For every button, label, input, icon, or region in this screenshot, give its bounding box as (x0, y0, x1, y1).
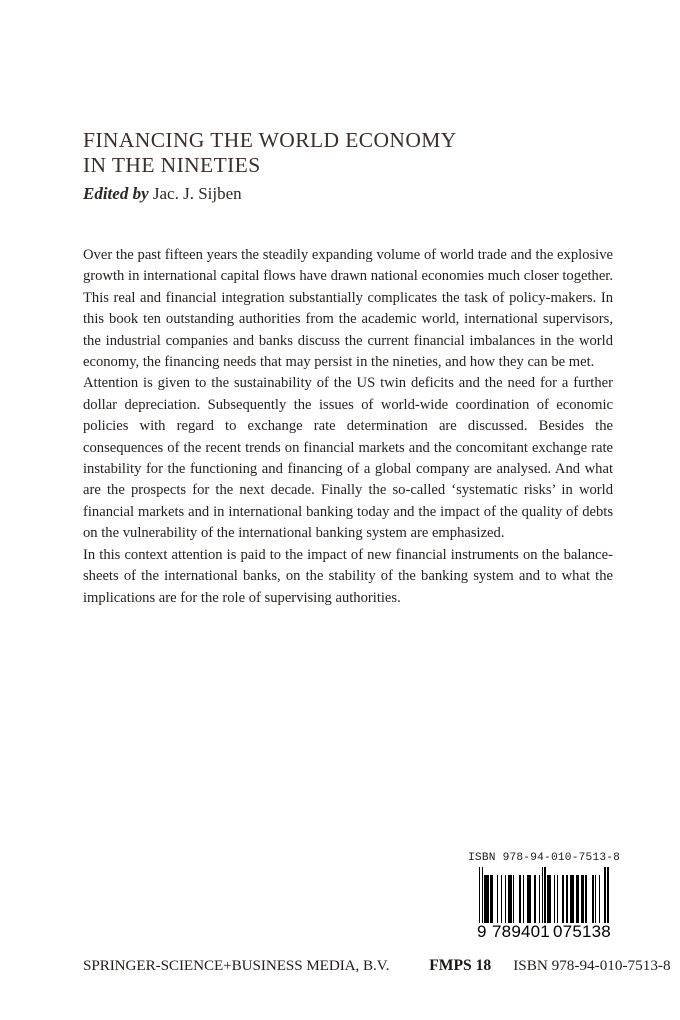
blurb-text-block (83, 245, 613, 609)
series-code: FMPS 18 (429, 957, 492, 974)
barcode-isbn-caption: ISBN 978-94-010-7513-8 (468, 852, 621, 864)
blurb-paragraph-3: In this context attention is paid to the impact of new financial instruments on the balance-sheets of the international banks, on the stability of the banking system and to what the implications are for the role of supervising authorities. (83, 546, 613, 606)
blurb-paragraph-1: Over the past fifteen years the steadily expanding volume of world trade and the explosive growth in international capital flows have drawn national economies much closer together. This real and financial integration substantially complicates the task of policy-makers. In this book ten outstanding authorities from the academic world, international supervisors, the industrial companies and banks discuss the current financial imbalances in the world economy, the financing needs that may persist in the nineties, and how they can be met. (83, 247, 613, 371)
book-title-line-1: FINANCING THE WORLD ECONOMY (83, 128, 457, 152)
barcode-right-digits: 075138 (553, 922, 611, 941)
editor-label: Edited by (83, 184, 149, 203)
blurb-paragraph-2: Attention is given to the sustainability of the US twin deficits and the need for a further dollar depreciation. Subsequently the issues of world-wide coordination of economic policies with regard to exchange rate determination are discussed. Besides the consequences of the recent trends on financial markets and the concomitant exchange rate instability for the functioning and financing of a global company are analysed. And what are the prospects for the next decade. Finally the so-called ‘systematic risks’ in world financial markets and in international banking today and the impact of the quality of debts on the vulnerability of the international banking system are emphasized. (83, 375, 613, 542)
barcode-zone (468, 852, 620, 942)
barcode-lead-digit: 9 (477, 922, 487, 941)
publisher-name: SPRINGER-SCIENCE+BUSINESS MEDIA, B.V. (83, 957, 390, 974)
footer-line (83, 957, 671, 975)
title-block (83, 128, 613, 205)
barcode-left-digits: 789401 (492, 922, 550, 941)
footer-isbn: ISBN 978-94-010-7513-8 (513, 957, 671, 974)
editor-line (83, 183, 613, 205)
book-title-line-2: IN THE NINETIES (83, 153, 261, 177)
barcode-digits (477, 922, 611, 942)
editor-name: Jac. J. Sijben (152, 184, 242, 203)
ean13-barcode-icon (479, 867, 609, 923)
